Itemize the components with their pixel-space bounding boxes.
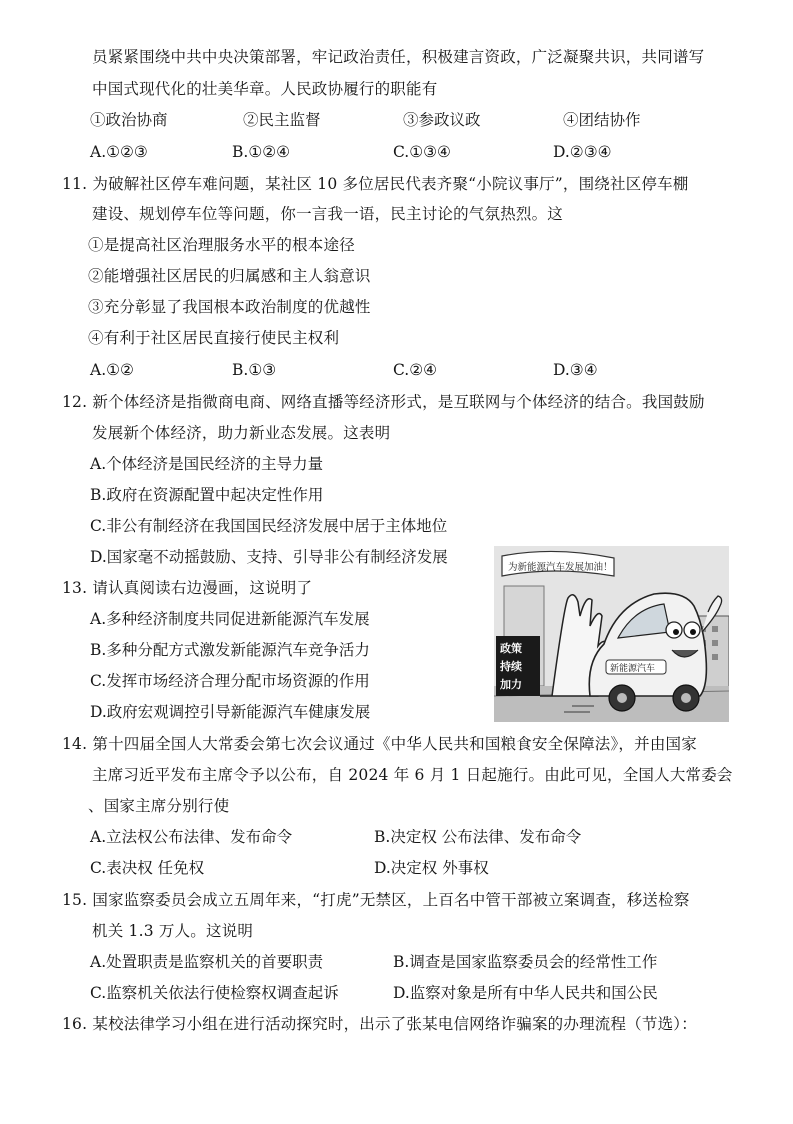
q11-item: ①是提高社区治理服务水平的根本途径 [88, 236, 355, 254]
cartoon-banner-text: 为新能源汽车发展加油！ [508, 562, 613, 573]
cartoon-drawing [494, 546, 729, 722]
q11-stem-line: 11. 为破解社区停车难问题，某社区 10 多位居民代表齐聚“小院议事厅”，围绕社区停车棚 [62, 175, 689, 193]
q10-option-c[interactable]: C.①③④ [393, 143, 451, 161]
q11-option-a[interactable]: A.①② [90, 361, 134, 379]
q15-option-b[interactable]: B.调查是国家监察委员会的经常性工作 [393, 953, 658, 971]
q14-stem-line: 主席习近平发布主席令予以公布，自 2024 年 6 月 1 日起施行。由此可见，全国人大常委会 [92, 766, 733, 784]
q15-stem-line: 15. 国家监察委员会成立五周年来，“打虎”无禁区，上百名中管干部被立案调查，移送检察 [62, 891, 690, 909]
q10-stem-line: 员紧紧围绕中共中央决策部署，牢记政治责任，积极建言资政，广泛凝聚共识，共同谱写 [92, 48, 705, 66]
q15-stem-line: 机关 1.3 万人。这说明 [92, 922, 254, 940]
cartoon-hand-text-1: 政策 [500, 642, 522, 655]
q14-stem-line: 14. 第十四届全国人大常委会第七次会议通过《中华人民共和国粮食安全保障法》，并由国家 [62, 735, 697, 753]
q15-option-d[interactable]: D.监察对象是所有中华人民共和国公民 [393, 984, 658, 1002]
q12-option-b[interactable]: B.政府在资源配置中起决定性作用 [90, 486, 324, 504]
q12-option-d[interactable]: D.国家毫不动摇鼓励、支持、引导非公有制经济发展 [90, 548, 448, 566]
q14-option-c[interactable]: C.表决权 任免权 [90, 859, 205, 877]
q10-option-d[interactable]: D.②③④ [553, 143, 612, 161]
q10-option-a[interactable]: A.①②③ [90, 143, 148, 161]
q13-stem-line: 13. 请认真阅读右边漫画，这说明了 [62, 579, 313, 597]
q10-item: ①政治协商 [90, 111, 168, 129]
q12-stem-line: 发展新个体经济，助力新业态发展。这表明 [92, 424, 391, 442]
q12-stem-line: 12. 新个体经济是指微商电商、网络直播等经济形式，是互联网与个体经济的结合。我国鼓励 [62, 393, 705, 411]
q11-item: ④有利于社区居民直接行使民主权利 [88, 329, 340, 347]
q13-option-b[interactable]: B.多种分配方式激发新能源汽车竞争活力 [90, 641, 370, 659]
cartoon-hand-text-2: 持续 [500, 660, 522, 673]
q11-option-b[interactable]: B.①③ [232, 361, 277, 379]
cartoon-car-text: 新能源汽车 [610, 664, 656, 674]
q11-stem-line: 建设、规划停车位等问题，你一言我一语，民主讨论的气氛热烈。这 [92, 205, 564, 223]
q10-item: ④团结协作 [563, 111, 641, 129]
q10-stem-line: 中国式现代化的壮美华章。人民政协履行的职能有 [92, 80, 438, 98]
q11-option-c[interactable]: C.②④ [393, 361, 438, 379]
q11-item: ②能增强社区居民的归属感和主人翁意识 [88, 267, 371, 285]
q13-option-d[interactable]: D.政府宏观调控引导新能源汽车健康发展 [90, 703, 371, 721]
q11-option-d[interactable]: D.③④ [553, 361, 598, 379]
q10-item: ②民主监督 [243, 111, 321, 129]
q15-option-c[interactable]: C.监察机关依法行使检察权调查起诉 [90, 984, 339, 1002]
q10-option-b[interactable]: B.①②④ [232, 143, 291, 161]
q15-option-a[interactable]: A.处置职责是监察机关的首要职责 [90, 953, 324, 971]
q14-option-b[interactable]: B.决定权 公布法律、发布命令 [374, 828, 582, 846]
q16-stem-line: 16. 某校法律学习小组在进行活动探究时，出示了张某电信网络诈骗案的办理流程（节选）： [62, 1015, 697, 1033]
q14-option-d[interactable]: D.决定权 外事权 [374, 859, 489, 877]
q12-option-c[interactable]: C.非公有制经济在我国国民经济发展中居于主体地位 [90, 517, 448, 535]
q14-stem-line: 、国家主席分别行使 [88, 797, 230, 815]
q13-option-a[interactable]: A.多种经济制度共同促进新能源汽车发展 [90, 610, 370, 628]
q11-item: ③充分彰显了我国根本政治制度的优越性 [88, 298, 371, 316]
q14-option-a[interactable]: A.立法权公布法律、发布命令 [90, 828, 293, 846]
q13-option-c[interactable]: C.发挥市场经济合理分配市场资源的作用 [90, 672, 370, 690]
q12-option-a[interactable]: A.个体经济是国民经济的主导力量 [90, 455, 324, 473]
q10-item: ③参政议政 [403, 111, 481, 129]
cartoon-hand-text-3: 加力 [500, 678, 522, 691]
policy-cartoon-image [494, 546, 729, 722]
